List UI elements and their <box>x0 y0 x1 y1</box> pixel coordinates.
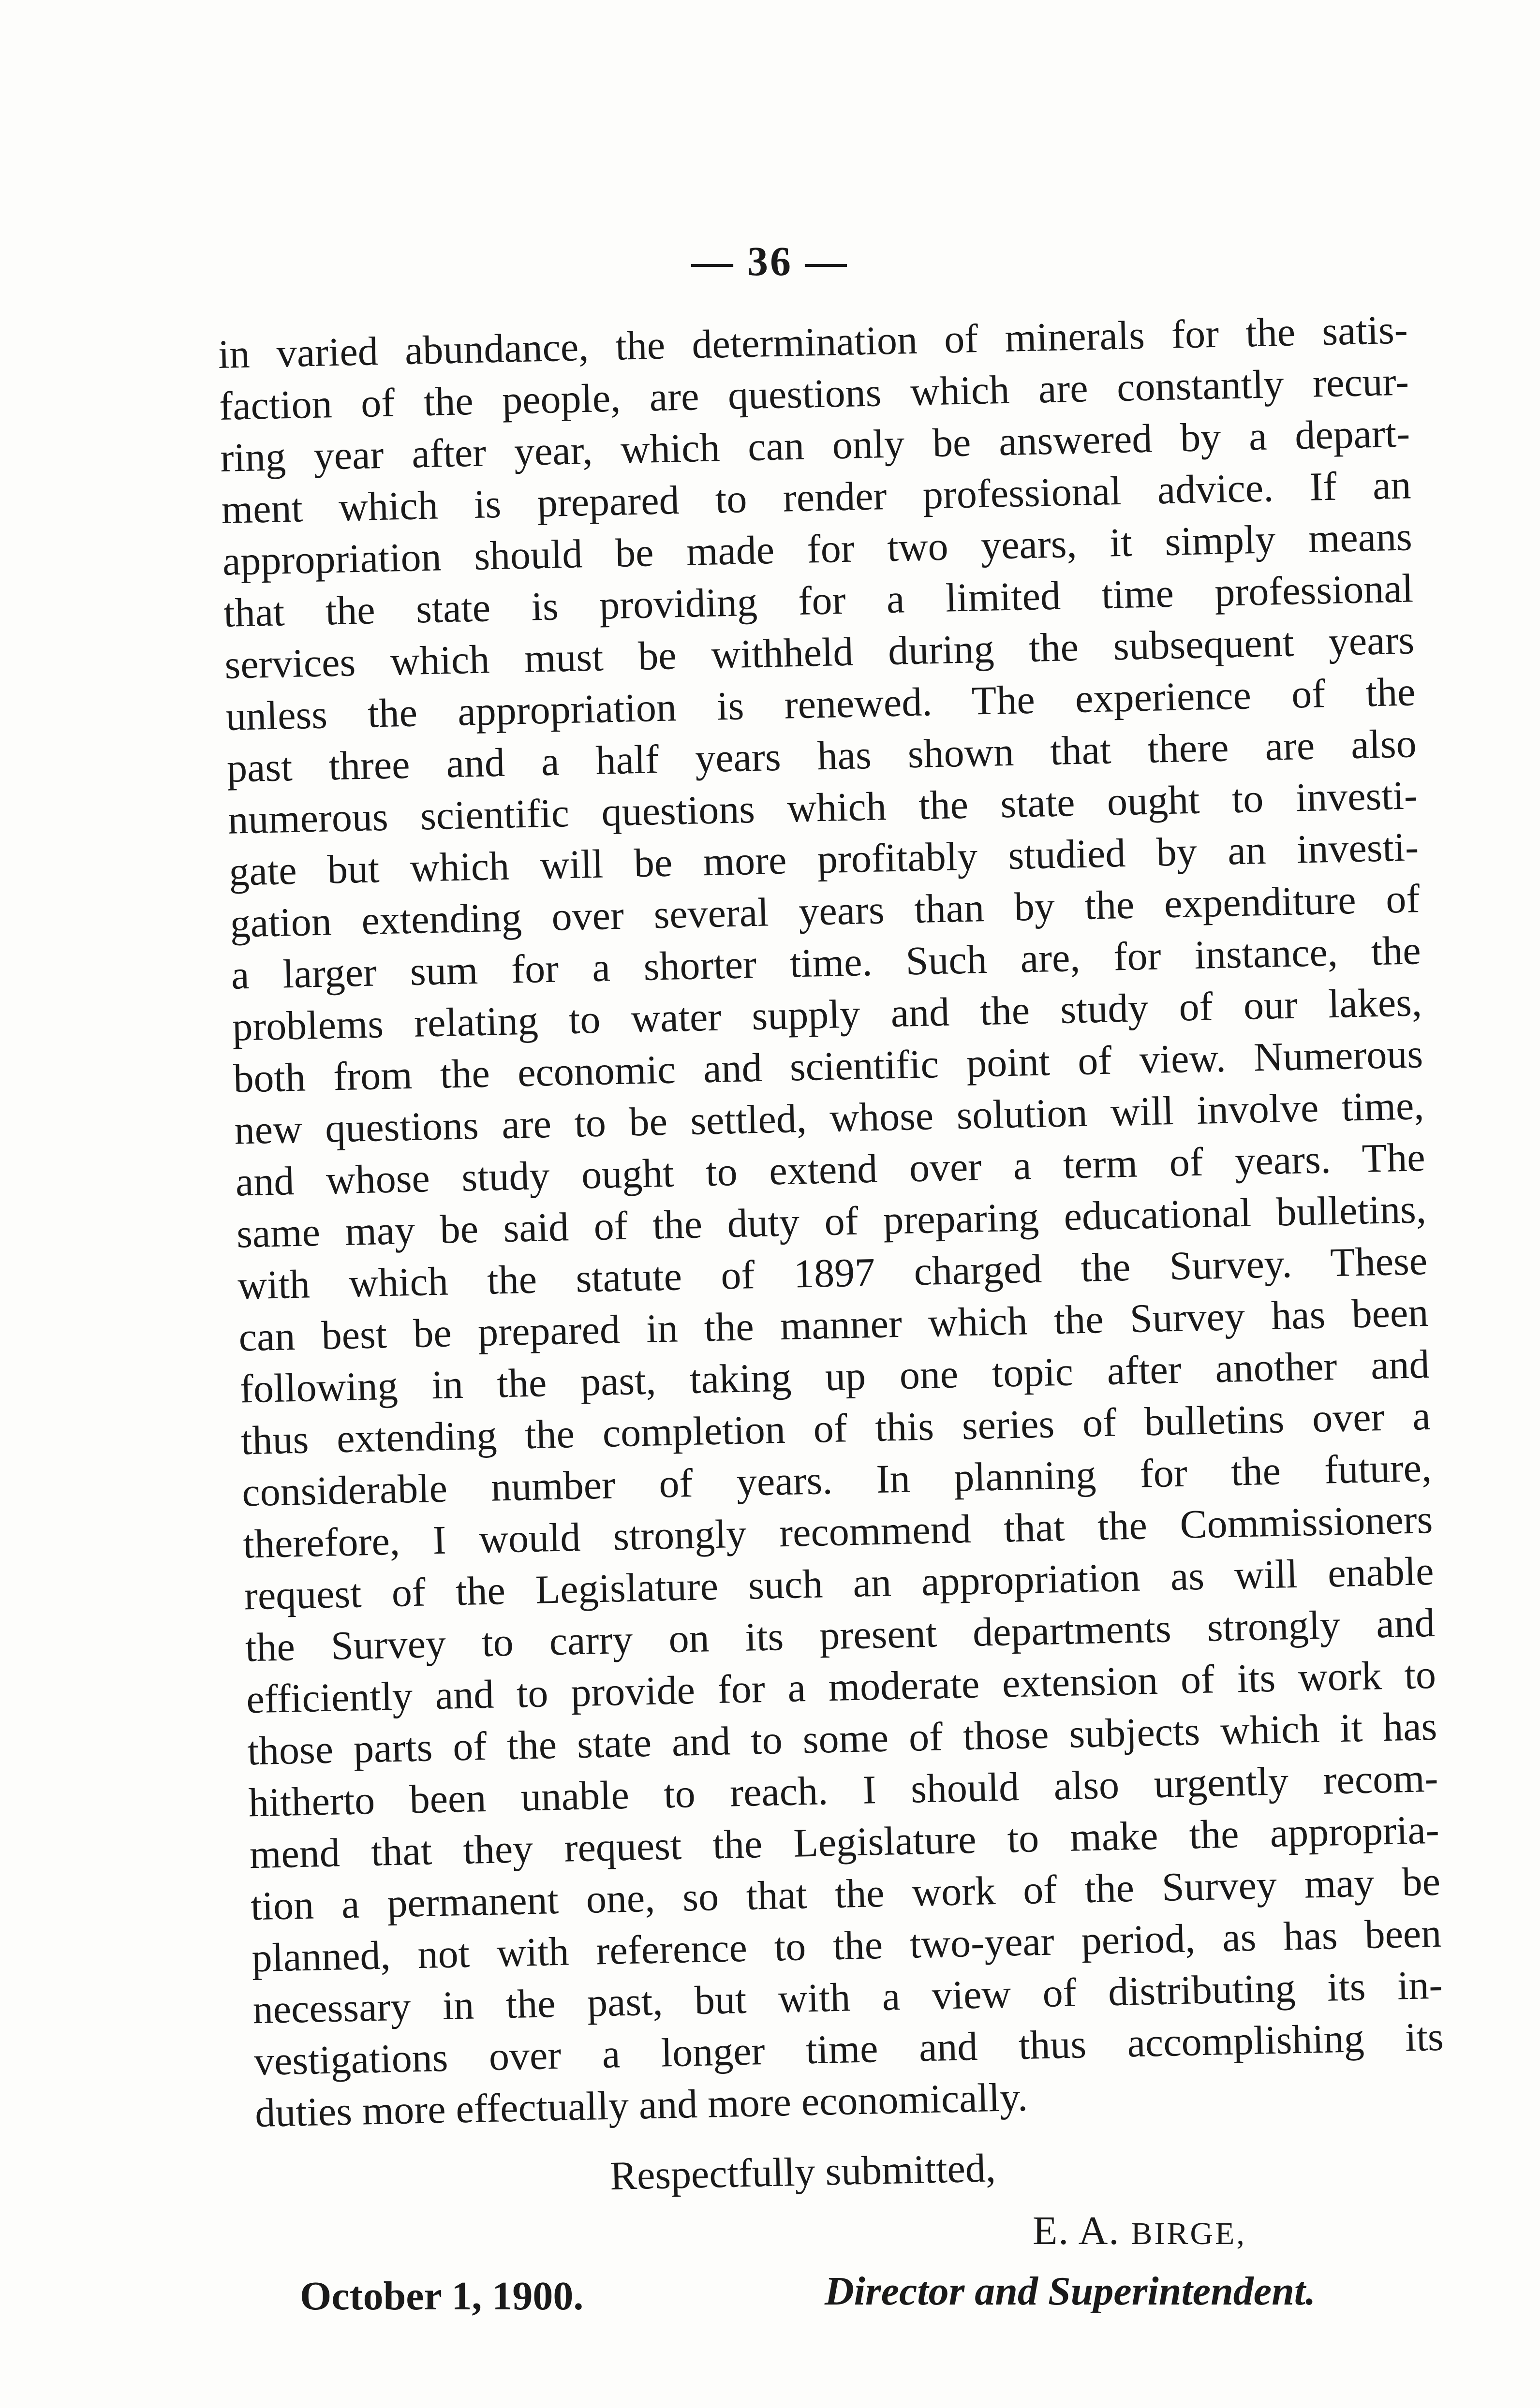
body-line: necessary in the past, but with a view of distributing its in- <box>252 1962 1443 2033</box>
body-line: following in the past, taking up one topic after another and <box>239 1342 1430 1412</box>
signer-name <box>1033 2207 1246 2254</box>
body-line: new questions are to be settled, whose solution will involve time, <box>234 1083 1425 1153</box>
body-line: faction of the people, are questions which are constantly recur- <box>219 359 1409 429</box>
body-line: services which must be withheld during the subsequent years <box>224 617 1415 688</box>
body-line: those parts of the state and to some of those subjects which it has <box>247 1703 1438 1774</box>
body-line: both from the economic and scientific point of view. Numerous <box>233 1031 1423 1101</box>
body-line: considerable number of years. In planning for the future, <box>241 1445 1432 1515</box>
body-line: mend that they request the Legislature to make the appropria- <box>249 1807 1440 1878</box>
body-line: past three and a half years has shown that there are also <box>226 721 1417 791</box>
body-line: unless the appropriation is renewed. The experience of the <box>225 669 1416 739</box>
body-line: therefore, I would strongly recommend that the Commissioners <box>242 1497 1434 1567</box>
body-line: problems relating to water supply and the study of our lakes, <box>232 980 1422 1050</box>
signer-initials: E. A. <box>1033 2208 1120 2253</box>
body-line: ment which is prepared to render professional advice. If an <box>221 462 1412 532</box>
body-line: tion a permanent one, so that the work of the Survey may be <box>250 1859 1441 1929</box>
body-line: gate but which will be more profitably studied by an investi- <box>228 824 1419 895</box>
body-line: with which the statute of 1897 charged the Survey. These <box>237 1238 1428 1308</box>
body-line: can best be prepared in the manner which the Survey has been <box>238 1290 1429 1360</box>
body-text <box>218 304 1445 2139</box>
body-line: the Survey to carry on its present departments strongly and <box>245 1600 1436 1671</box>
letter-date: October 1, 1900. <box>300 2274 584 2319</box>
page-number: — 36 — <box>691 238 849 284</box>
body-line: planned, not with reference to the two-year period, as has been <box>251 1910 1442 1981</box>
body-line: vestigations over a longer time and thus accomplishing its <box>253 2014 1444 2085</box>
body-line: that the state is providing for a limited time professional <box>223 566 1414 636</box>
body-line: same may be said of the duty of preparing educational bulletins, <box>236 1187 1427 1257</box>
body-line: and whose study ought to extend over a term of years. The <box>235 1135 1426 1205</box>
body-line: appropriation should be made for two years, it simply means <box>222 514 1413 584</box>
body-line: ring year after year, which can only be answered by a depart- <box>220 411 1411 481</box>
closing-phrase: Respectfully submitted, <box>609 2145 996 2199</box>
signer-title: Director and Superintendent. <box>825 2269 1316 2314</box>
body-line: duties more effectually and more economically. <box>254 2074 1028 2136</box>
body-line: thus extending the completion of this series of bulletins over a <box>240 1393 1431 1464</box>
body-line: gation extending over several years than by the expenditure of <box>229 876 1421 946</box>
body-line: in varied abundance, the determination of minerals for the satis- <box>218 307 1408 377</box>
body-line: request of the Legislature such an appropriation as will enable <box>243 1548 1435 1619</box>
body-line: hitherto been unable to reach. I should also urgently recom- <box>248 1755 1439 1826</box>
signer-surname: BIRGE, <box>1131 2216 1246 2251</box>
body-line: a larger sum for a shorter time. Such are, for instance, the <box>231 928 1422 998</box>
body-line: efficiently and to provide for a moderate extension of its work to <box>246 1652 1436 1722</box>
body-line: numerous scientific questions which the state ought to investi- <box>227 773 1418 843</box>
